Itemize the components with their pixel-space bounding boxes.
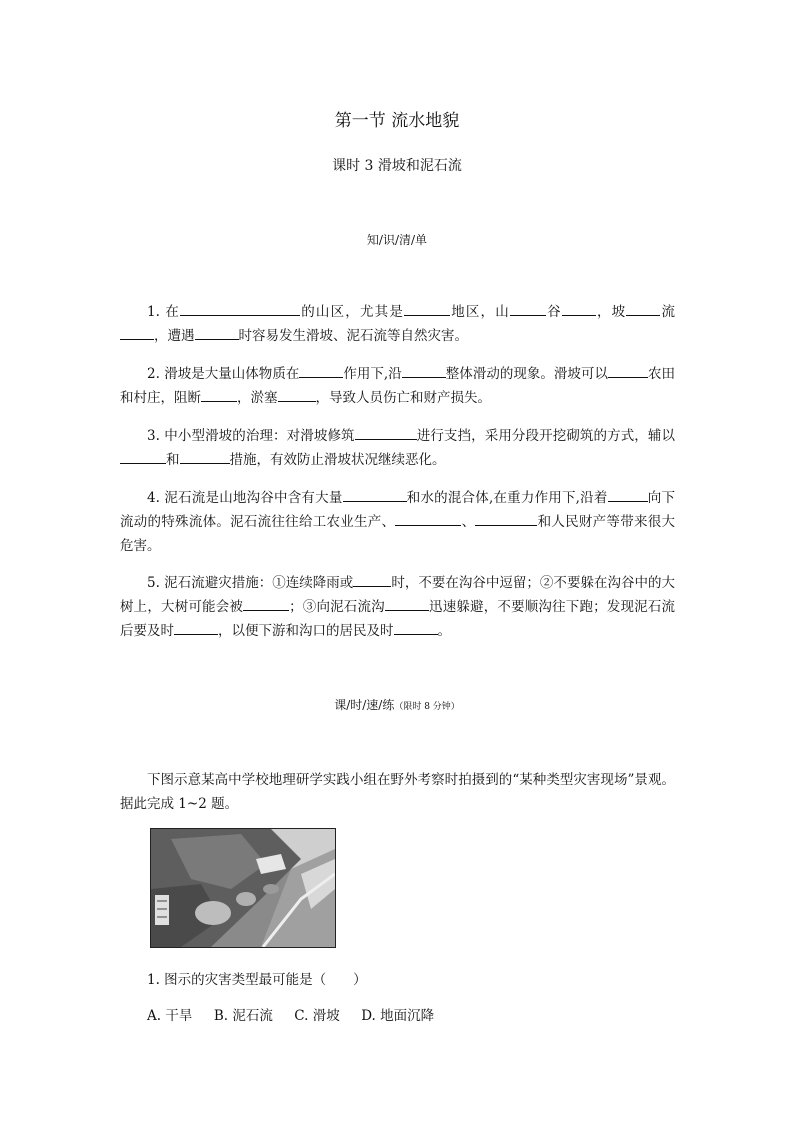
intro-paragraph: 下图示意某高中学校地理研学实践小组在野外考察时拍摄到的“某种类型灾害现场”景观。据此完成 1~2 题。 — [120, 772, 675, 812]
option-c: C. 滑坡 — [294, 1008, 340, 1024]
landslide-scene-image — [151, 829, 335, 947]
paragraph-5: 5. 泥石流避灾措施：①连续降雨或 时，不要在沟谷中逗留；②不要躲在沟谷中的大树上，大树可能会被 ；③向泥石流沟 迅速躲避，不要顺沟往下跑；发现泥石流后要及时 ，以便下游和沟口的居民及时 。 — [120, 571, 675, 643]
paragraph-1: 1. 在 的山区，尤其是 地区，山 谷 ，坡 流，遭遇 时容易发生滑坡、泥石流等自然灾害。 — [120, 300, 675, 348]
option-b: B. 泥石流 — [213, 1008, 273, 1024]
paragraph-4: 4. 泥石流是山地沟谷中含有大量 和水的混合体,在重力作用下,沿着 向下流动的特殊流体。泥石流往往给工农业生产、 、 和人民财产等带来很大危害。 — [120, 486, 675, 558]
paragraph-2: 2. 滑坡是大量山体物质在 作用下,沿 整体滑动的现象。滑坡可以 农田和村庄，阻断 ，淤塞 ，导致人员伤亡和财产损失。 — [120, 362, 675, 410]
option-d: D. 地面沉降 — [361, 1008, 435, 1024]
practice-heading-text: 课/时/速/练 — [334, 698, 395, 712]
section-heading-practice — [0, 696, 794, 713]
section-heading-knowledge: 知/识/清/单 — [366, 233, 428, 247]
page-title: 第一节 流水地貌 — [334, 111, 460, 131]
answer-options — [147, 1004, 434, 1024]
disaster-photo — [150, 828, 336, 948]
option-a: A. 干旱 — [147, 1008, 193, 1024]
time-limit-note: （限时 8 分钟） — [394, 702, 460, 712]
paragraph-3: 3. 中小型滑坡的治理：对滑坡修筑 进行支挡，采用分段开挖砌筑的方式，辅以和 措施，有效防止滑坡状况继续恶化。 — [120, 424, 675, 472]
question-1: 1. 图示的灾害类型最可能是（ ） — [147, 972, 367, 988]
lesson-subtitle: 课时 3 滑坡和泥石流 — [332, 158, 462, 174]
